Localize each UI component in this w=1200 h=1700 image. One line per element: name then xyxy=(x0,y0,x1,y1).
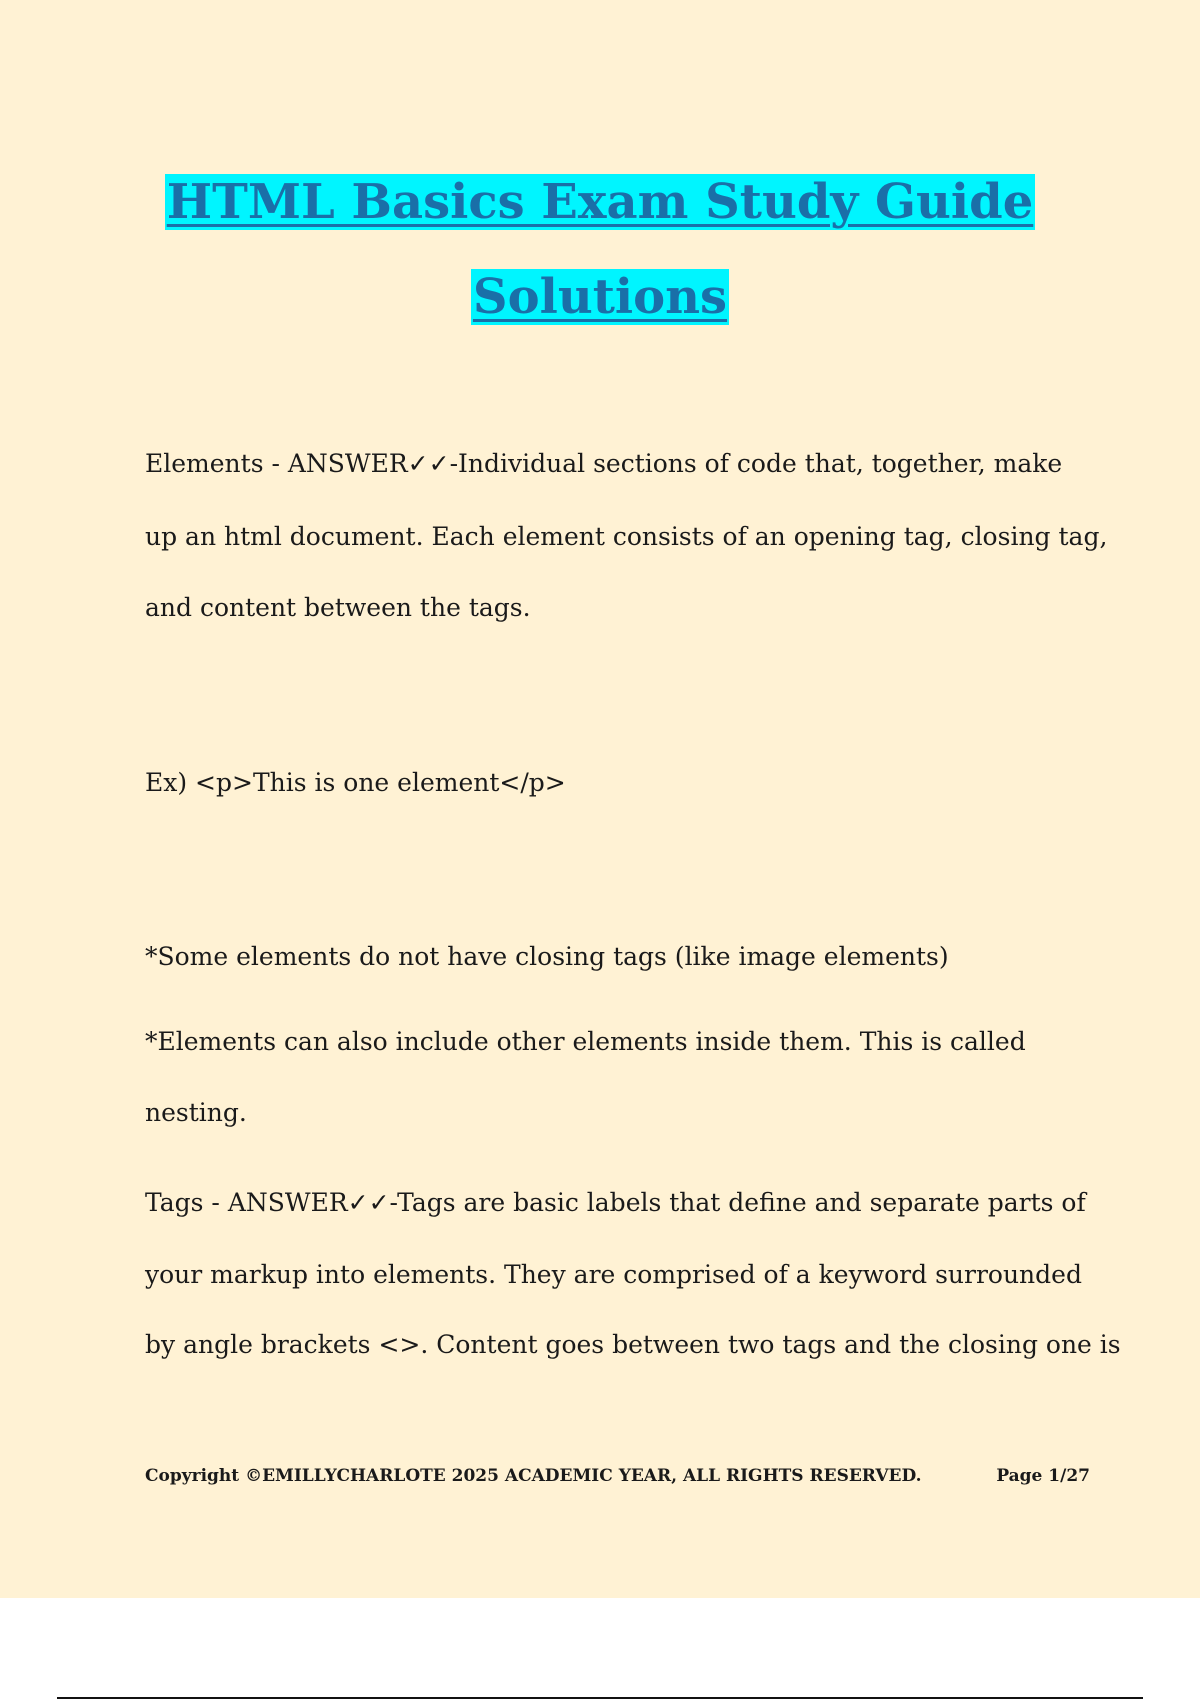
document-title-line-1 xyxy=(0,170,1200,234)
title-highlight-1: HTML Basics Exam Study Guide xyxy=(166,174,1034,230)
document-title-line-2 xyxy=(0,265,1200,329)
body-text-line: up an html document. Each element consists of an opening tag, closing tag, xyxy=(145,522,1108,551)
page-footer xyxy=(145,1466,1090,1486)
note-line: nesting. xyxy=(145,1098,247,1127)
copyright-notice: Copyright ©EMILLYCHARLOTE 2025 ACADEMIC YEAR, ALL RIGHTS RESERVED. xyxy=(145,1466,922,1486)
note-line: *Elements can also include other elements inside them. This is called xyxy=(145,1027,1026,1056)
example-code-line: Ex) <p>This is one element</p> xyxy=(145,768,566,797)
bottom-divider xyxy=(57,1697,1143,1699)
body-text-line: by angle brackets <>. Content goes between two tags and the closing one is xyxy=(145,1330,1121,1359)
body-text-line: and content between the tags. xyxy=(145,593,531,622)
body-text-line: Tags - ANSWER✓✓-Tags are basic labels that define and separate parts of xyxy=(145,1188,1086,1217)
title-highlight-2: Solutions xyxy=(472,269,728,325)
body-text-line: your markup into elements. They are comprised of a keyword surrounded xyxy=(145,1260,1082,1289)
page-number: Page 1/27 xyxy=(996,1466,1090,1486)
note-line: *Some elements do not have closing tags (like image elements) xyxy=(145,942,949,971)
body-text-line: Elements - ANSWER✓✓-Individual sections of code that, together, make xyxy=(145,449,1063,478)
